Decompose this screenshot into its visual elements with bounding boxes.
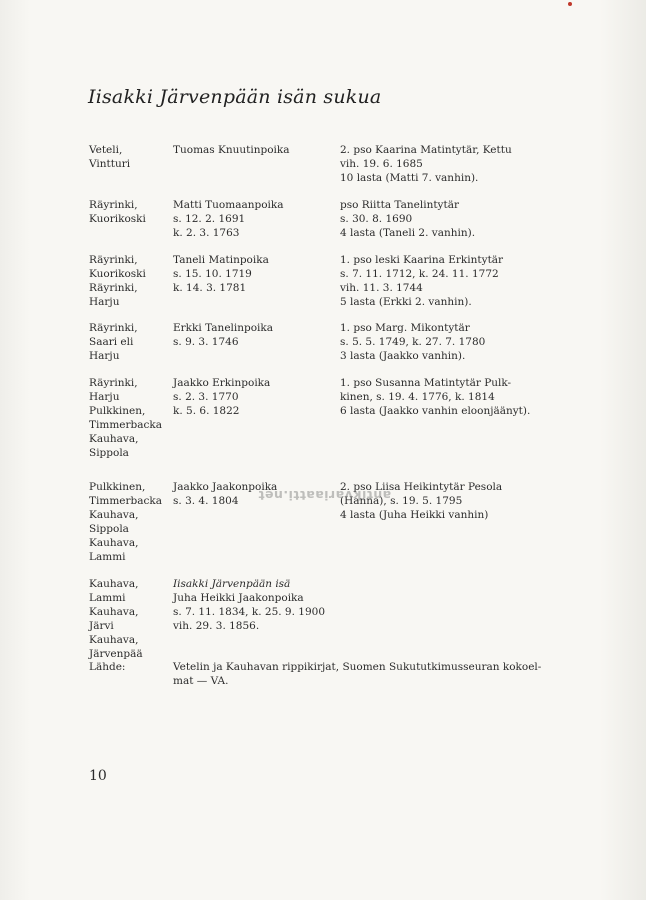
place-line: Veteli, bbox=[89, 144, 123, 156]
place-line: Kuorikoski bbox=[89, 213, 146, 225]
person-line: Jaakko Jaakonpoika bbox=[173, 481, 278, 493]
person-line: s. 2. 3. 1770 bbox=[173, 391, 239, 403]
place-line: Timmerbacka bbox=[89, 495, 162, 507]
person-caption: Iisakki Järvenpään isä bbox=[173, 578, 291, 590]
person-column bbox=[173, 253, 338, 295]
spouse-line: 1. pso Marg. Mikontytär bbox=[340, 322, 470, 334]
place-line: Harju bbox=[89, 296, 120, 308]
place-line: Sippola bbox=[89, 523, 129, 535]
spouse-line: vih. 19. 6. 1685 bbox=[340, 158, 423, 170]
person-column bbox=[173, 577, 338, 633]
place-line: Timmerbacka bbox=[89, 419, 162, 431]
person-line: s. 9. 3. 1746 bbox=[173, 336, 239, 348]
person-line: k. 14. 3. 1781 bbox=[173, 282, 247, 294]
person-line: Jaakko Erkinpoika bbox=[173, 377, 271, 389]
spouse-line: vih. 11. 3. 1744 bbox=[340, 282, 423, 294]
spouse-line: 1. pso Susanna Matintytär Pulk- bbox=[340, 377, 512, 389]
spouse-line: s. 5. 5. 1749, k. 27. 7. 1780 bbox=[340, 336, 486, 348]
person-line: k. 2. 3. 1763 bbox=[173, 227, 240, 239]
person-column bbox=[173, 198, 338, 240]
source-line: Vetelin ja Kauhavan rippikirjat, Suomen Sukututkimusseuran kokoel- bbox=[173, 661, 542, 673]
place-column bbox=[89, 321, 169, 363]
person-line: s. 12. 2. 1691 bbox=[173, 213, 246, 225]
spouse-line: 6 lasta (Jaakko vanhin eloonjäänyt). bbox=[340, 405, 531, 417]
person-column bbox=[173, 143, 338, 157]
spouse-line: pso Riitta Tanelintytär bbox=[340, 199, 459, 211]
place-line: Räyrinki, bbox=[89, 322, 138, 334]
spouse-line: 10 lasta (Matti 7. vanhin). bbox=[340, 172, 479, 184]
spouse-line: 1. pso leski Kaarina Erkintytär bbox=[340, 254, 504, 266]
place-column bbox=[89, 480, 169, 564]
place-line: Räyrinki, bbox=[89, 199, 138, 211]
place-line: Pulkkinen, bbox=[89, 481, 146, 493]
spouse-line: (Hanna), s. 19. 5. 1795 bbox=[340, 495, 463, 507]
place-line: Kauhava, bbox=[89, 433, 139, 445]
place-line: Räyrinki, bbox=[89, 377, 138, 389]
person-line: Matti Tuomaanpoika bbox=[173, 199, 284, 211]
place-line: Kauhava, bbox=[89, 578, 139, 590]
spouse-line: s. 7. 11. 1712, k. 24. 11. 1772 bbox=[340, 268, 499, 280]
place-line: Kauhava, bbox=[89, 634, 139, 646]
place-column bbox=[89, 577, 169, 661]
place-line: Harju bbox=[89, 391, 120, 403]
spouse-column bbox=[340, 253, 570, 309]
place-line: Järvi bbox=[89, 620, 114, 632]
place-column bbox=[89, 376, 169, 460]
place-line: Lammi bbox=[89, 592, 126, 604]
place-line: Saari eli bbox=[89, 336, 134, 348]
person-line: Taneli Matinpoika bbox=[173, 254, 269, 266]
spouse-line: 2. pso Liisa Heikintytär Pesola bbox=[340, 481, 503, 493]
spouse-line: s. 30. 8. 1690 bbox=[340, 213, 413, 225]
source-text bbox=[173, 660, 573, 688]
person-column bbox=[173, 321, 338, 349]
place-column bbox=[89, 253, 169, 309]
page-title: Iisakki Järvenpään isän sukua bbox=[88, 86, 382, 108]
person-line: s. 15. 10. 1719 bbox=[173, 268, 252, 280]
spouse-line: 4 lasta (Taneli 2. vanhin). bbox=[340, 227, 476, 239]
spouse-column bbox=[340, 143, 570, 185]
place-line: Räyrinki, bbox=[89, 254, 138, 266]
place-column bbox=[89, 143, 169, 171]
place-line: Kuorikoski bbox=[89, 268, 146, 280]
place-line: Kauhava, bbox=[89, 606, 139, 618]
place-line: Kauhava, bbox=[89, 509, 139, 521]
person-line: Tuomas Knuutinpoika bbox=[173, 144, 290, 156]
spouse-column bbox=[340, 198, 570, 240]
page-number: 10 bbox=[89, 768, 107, 784]
place-line: Lammi bbox=[89, 551, 126, 563]
watermark: antikvariaatti.net bbox=[258, 488, 392, 503]
person-line: Juha Heikki Jaakonpoika bbox=[173, 592, 304, 604]
spouse-line: kinen, s. 19. 4. 1776, k. 1814 bbox=[340, 391, 495, 403]
person-line: s. 7. 11. 1834, k. 25. 9. 1900 bbox=[173, 606, 326, 618]
person-column bbox=[173, 376, 338, 418]
source-line: mat — VA. bbox=[173, 675, 229, 687]
spouse-line: 5 lasta (Erkki 2. vanhin). bbox=[340, 296, 472, 308]
place-line: Harju bbox=[89, 350, 120, 362]
spouse-line: 4 lasta (Juha Heikki vanhin) bbox=[340, 509, 489, 521]
place-column bbox=[89, 198, 169, 226]
person-line: vih. 29. 3. 1856. bbox=[173, 620, 260, 632]
spouse-column bbox=[340, 376, 570, 418]
person-line: s. 3. 4. 1804 bbox=[173, 495, 239, 507]
place-line: Pulkkinen, bbox=[89, 405, 146, 417]
place-line: Vintturi bbox=[89, 158, 131, 170]
person-line: Erkki Tanelinpoika bbox=[173, 322, 274, 334]
place-line: Räyrinki, bbox=[89, 282, 138, 294]
spouse-line: 2. pso Kaarina Matintytär, Kettu bbox=[340, 144, 512, 156]
place-line: Sippola bbox=[89, 447, 129, 459]
spouse-line: 3 lasta (Jaakko vanhin). bbox=[340, 350, 466, 362]
place-line: Järvenpää bbox=[89, 648, 143, 660]
person-line: k. 5. 6. 1822 bbox=[173, 405, 240, 417]
spouse-column bbox=[340, 321, 570, 363]
red-mark bbox=[568, 2, 572, 6]
source-label: Lähde: bbox=[89, 661, 126, 673]
place-line: Kauhava, bbox=[89, 537, 139, 549]
